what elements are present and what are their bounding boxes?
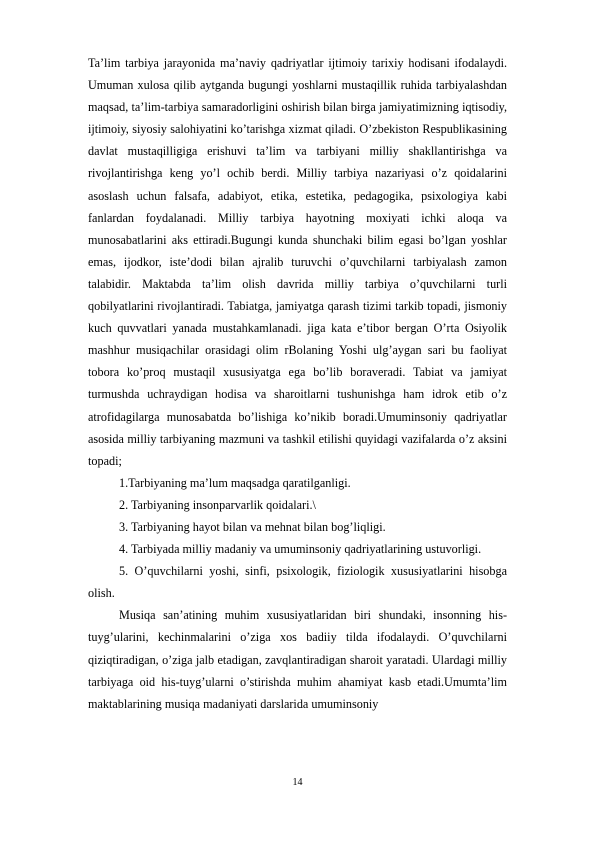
paragraph-music: Musiqa san’atining muhim xususiyatlaridan biri shundaki, insonning his-tuyg’ularini, kechinmalarini o’ziga xos badiiy tilda ifodalaydi. O’quvchilarni qiziqtiradigan, o’ziga jalb etadigan, zavqlantiradigan sharoit yaratadi. Ulardagi milliy tarbiyaga oid his-tuyg’ularni o’stirishda muhim ahamiyat kasb etadi.Umumta’lim maktablarining musiqa madaniyati darslarida umuminsoniy [88, 608, 507, 711]
list-item-2: 2. Tarbiyaning insonparvarlik qoidalari.\ [119, 497, 316, 512]
paragraph-intro: Ta’lim tarbiya jarayonida ma’naviy qadriyatlar ijtimoiy tarixiy hodisani ifodalaydi. Umuman xulosa qilib aytganda bugungi yoshlarni mustaqillik ruhida tarbiyalashdan maqsad, ta’lim-tarbiya samaradorligini oshirish bilan birga jamiyatimizning iqtisodiy, ijtimoiy, siyosiy salohiyatini ko’tarishga xizmat qiladi. O’zbekiston Respublikasining davlat mustaqilligiga erishuvi ta’lim va tarbiyani milliy shakllantirishga va rivojlantirishga keng yo’l ochib berdi. Milliy tarbiya nazariyasi o’z qoidalarini asoslash uchun falsafa, adabiyot, etika, estetika, pedagogika, psixologiya kabi fanlardan foydalanadi. Milliy tarbiya hayotning moxiyati ichki aloqa va munosabatlarini aks ettiradi.Bugungi kunda shunchaki bilim egasi bo’lgan yoshlar emas, ijodkor, iste’dodi bilan ajralib turuvchi o’quvchilarni tarbiyalash zamon talabidir. Maktabda ta’lim olish davrida milliy tarbiya o’quvchilarni turli qobilyatlarini rivojlantiradi. Tabiatga, jamiyatga qarash tizimi tarkib topadi, jismoniy kuch quvvatlari yanada mustahkamlanadi. jiga kata e’tibor bergan O’rta Osiyolik mashhur musiqachilar orasidagi olim rBolaning Yoshi ulg’aygan sari bu faoliyat tobora ko’proq mustaqil xususiyatga ega bo’lib boraveradi. Tabiat va jamiyat turmushda uchraydigan hodisa va sharoitlarni tushunishga ham idrok etib o’z atrofidagilarga munosabatda bo’lishiga ko’nikib boradi.Umuminsoniy qadriyatlar asosida milliy tarbiyaning mazmuni va tashkil etilishi quyidagi vazifalarda o’z aksini topadi; [88, 56, 507, 468]
page-number: 14 [292, 777, 303, 788]
list-item-4: 4. Tarbiyada milliy madaniy va umuminsoniy qadriyatlarining ustuvorligi. [119, 542, 482, 557]
list-item-3: 3. Tarbiyaning hayot bilan va mehnat bilan bog’liqligi. [119, 519, 386, 534]
list-item-5: 5. O’quvchilarni yoshi, sinfi, psixologik, fiziologik xususiyatlarini hisobga olish. [88, 564, 507, 601]
document-body [88, 52, 507, 715]
list-item-1: 1.Tarbiyaning ma’lum maqsadga qaratilganligi. [119, 475, 351, 490]
